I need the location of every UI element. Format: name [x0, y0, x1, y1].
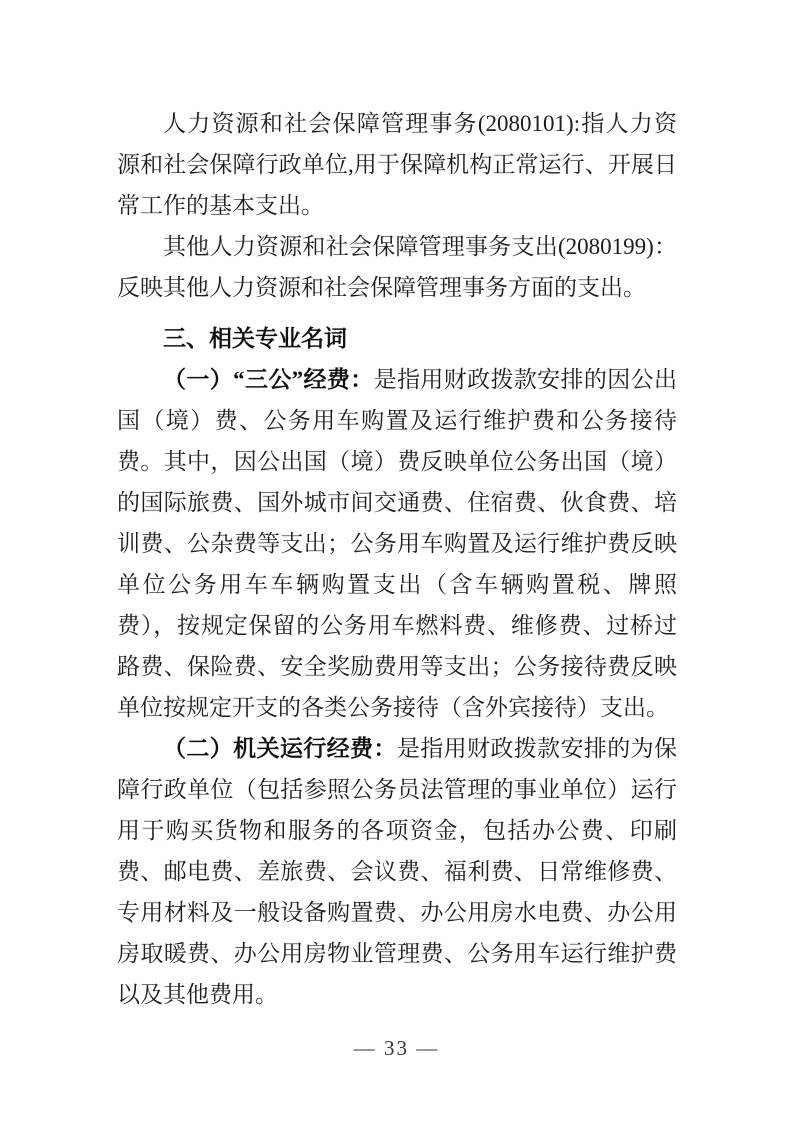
page-footer	[0, 1036, 793, 1061]
paragraph-text: 是指用财政拨款安排的因公出国（境）费、公务用车购置及运行维护费和公务接待费。其中，因公出国（境）费反映单位公务出国（境）的国际旅费、国外城市间交通费、住宿费、伙食费、培训费、公杂费等支出；公务用车购置及运行维护费反映单位公务用车车辆购置支出（含车辆购置税、牌照费），按规定保留的公务用车燃料费、维修费、过桥过路费、保险费、安全奖励费用等支出；公务接待费反映单位按规定开支的各类公务接待（含外宾接待）支出。	[117, 367, 678, 720]
section-heading-terms: 三、相关专业名词	[163, 325, 347, 351]
term-lead-agency-operating-funds: （二）机关运行经费：	[163, 736, 397, 761]
paragraph-other-hr-social-security	[117, 226, 677, 308]
paragraph-term-agency-operating-funds	[117, 728, 677, 1015]
paragraph-term-three-public-funds	[117, 359, 677, 728]
paragraph-text: 是指用财政拨款安排的为保障行政单位（包括参照公务员法管理的事业单位）运行用于购买货物和服务的各项资金，包括办公费、印刷费、邮电费、差旅费、会议费、福利费、日常维修费、专用材料及一般设备购置费、办公用房水电费、办公用房取暖费、办公用房物业管理费、公务用车运行维护费以及其他费用。	[117, 736, 678, 1007]
paragraph-text: 人力资源和社会保障管理事务(2080101):指人力资源和社会保障行政单位,用于保障机构正常运行、开展日常工作的基本支出。	[117, 111, 677, 218]
paragraph-text: 其他人力资源和社会保障管理事务支出(2080199)：反映其他人力资源和社会保障管理事务方面的支出。	[117, 234, 677, 300]
page-number: — 33 —	[353, 1036, 440, 1060]
paragraph-hr-social-security-mgmt	[117, 103, 677, 226]
term-lead-three-public-funds: （一）“三公”经费：	[163, 367, 374, 392]
document-body	[117, 103, 677, 1015]
